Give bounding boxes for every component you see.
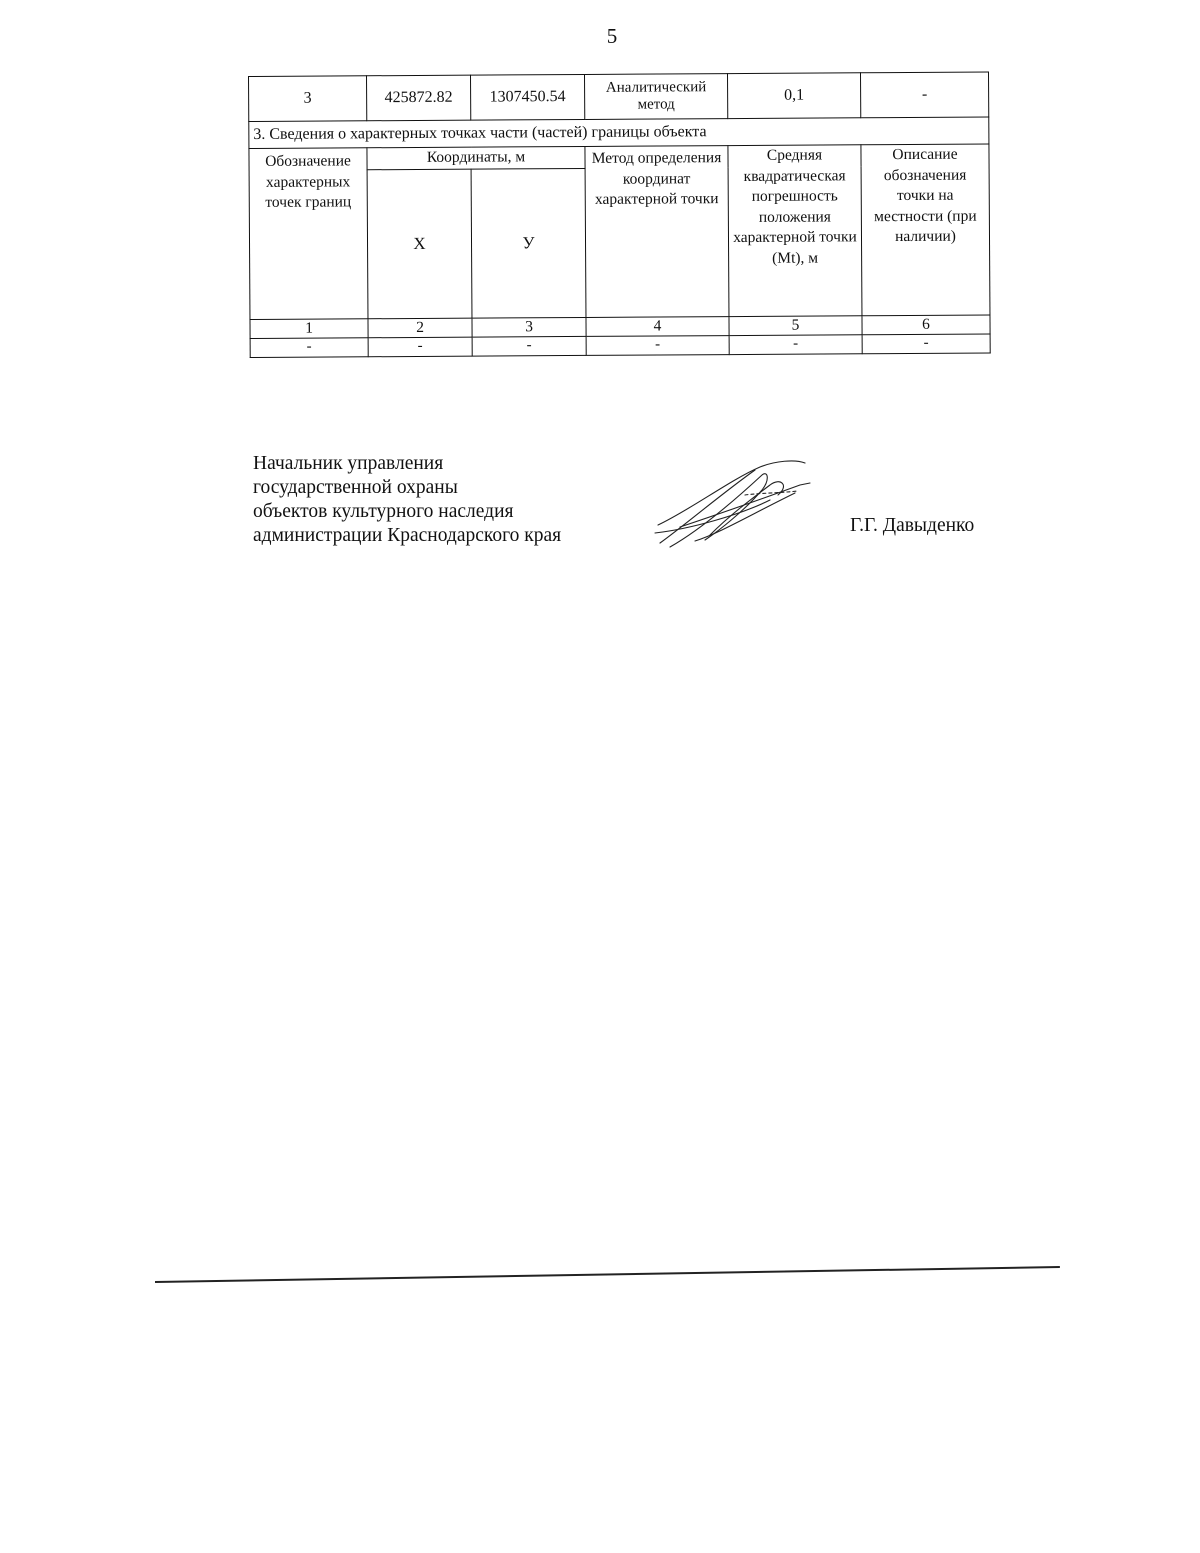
description-cell: - [860, 72, 988, 118]
table-row [249, 72, 989, 122]
empty-cell: - [250, 338, 368, 358]
characteristic-points-table [248, 71, 991, 358]
empty-cell: - [472, 336, 586, 356]
section-title: 3. Сведения о характерных точках части (частей) границы объекта [249, 117, 989, 149]
column-number: 1 [250, 319, 368, 339]
signatory-title-line: государственной охраны [253, 477, 458, 498]
page-number: 5 [606, 24, 618, 48]
x-cell: 425872.82 [367, 75, 471, 121]
header-error: Средняя квадратическая погрешность положения характерной точки (Mt), м [728, 145, 862, 317]
column-number: 3 [472, 317, 586, 337]
error-cell: 0,1 [727, 73, 860, 119]
signatory-title [253, 452, 561, 548]
handwritten-signature [650, 455, 820, 555]
empty-cell: - [586, 336, 729, 356]
header-point-designation: Обозначение характерных точек границ [249, 148, 368, 320]
column-number: 5 [729, 316, 862, 336]
empty-cell: - [368, 337, 472, 357]
empty-cell: - [729, 335, 862, 355]
signatory-title-line: администрации Краснодарского края [253, 525, 562, 546]
y-cell: 1307450.54 [470, 74, 584, 120]
column-number: 6 [862, 315, 990, 335]
signatory-title-line: объектов культурного наследия [253, 501, 514, 522]
header-x: X [367, 169, 472, 319]
empty-cell: - [862, 334, 990, 354]
point-cell: 3 [249, 76, 367, 122]
signatory-title-line: Начальник управления [253, 453, 444, 474]
column-number: 4 [586, 317, 729, 337]
header-coordinates: Координаты, м [367, 146, 585, 169]
table-row [250, 334, 990, 358]
header-description: Описание обозначения точки на местности (при наличии) [861, 144, 990, 316]
header-y: У [471, 168, 586, 318]
footer-divider [155, 1266, 1060, 1283]
header-row [249, 144, 989, 170]
signatory-name: Г.Г. Давыденко [850, 515, 975, 536]
column-number: 2 [368, 318, 472, 338]
header-method: Метод определения координат характерной точки [585, 146, 729, 318]
method-cell: Аналитический метод [584, 74, 727, 120]
